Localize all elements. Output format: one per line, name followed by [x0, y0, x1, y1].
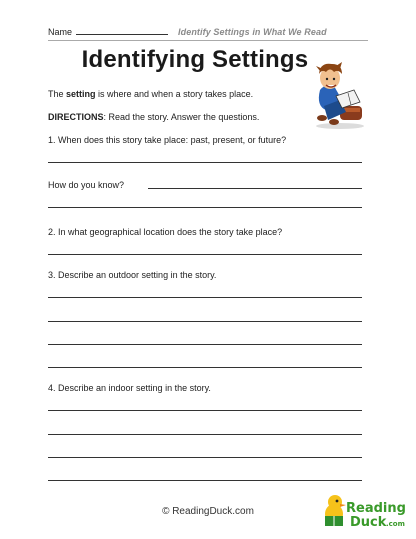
footer-copyright: © ReadingDuck.com — [162, 506, 254, 517]
answer-line[interactable] — [48, 321, 362, 322]
answer-line[interactable] — [48, 254, 362, 255]
logo-word-duck: Duck — [350, 515, 387, 530]
answer-line[interactable] — [48, 297, 362, 298]
question-2: 2. In what geographical location does the story take place? — [48, 227, 283, 237]
name-input-line[interactable] — [76, 26, 168, 35]
answer-line[interactable] — [48, 480, 362, 481]
header-divider — [48, 40, 368, 41]
intro-before: The — [48, 89, 67, 99]
page-title: Identifying Settings — [81, 46, 309, 73]
answer-line[interactable] — [48, 457, 362, 458]
logo-word-reading: Reading — [346, 501, 406, 516]
reading-duck-logo-icon — [322, 490, 408, 532]
directions-body: : Read the story. Answer the questions. — [103, 112, 260, 122]
answer-line[interactable] — [48, 207, 362, 208]
header-subtitle: Identify Settings in What We Read — [178, 27, 327, 37]
answer-line[interactable] — [48, 162, 362, 163]
answer-line[interactable] — [48, 344, 362, 345]
question-how: How do you know? — [48, 180, 125, 190]
header-row — [48, 26, 368, 37]
question-3: 3. Describe an outdoor setting in the story. — [48, 270, 217, 280]
answer-line[interactable] — [148, 188, 362, 189]
answer-line[interactable] — [48, 434, 362, 435]
question-4: 4. Describe an indoor setting in the story. — [48, 383, 211, 393]
directions-text — [48, 112, 259, 122]
answer-line[interactable] — [48, 367, 362, 368]
intro-text — [48, 89, 253, 99]
question-1: 1. When does this story take place: past, present, or future? — [48, 135, 287, 145]
intro-keyword: setting — [66, 89, 96, 99]
logo-suffix: .com — [386, 520, 405, 528]
boy-reading-icon — [306, 60, 368, 130]
intro-after: is where and when a story takes place. — [95, 89, 254, 99]
name-label: Name — [48, 27, 73, 37]
answer-line[interactable] — [48, 410, 362, 411]
directions-label: DIRECTIONS — [48, 112, 104, 122]
